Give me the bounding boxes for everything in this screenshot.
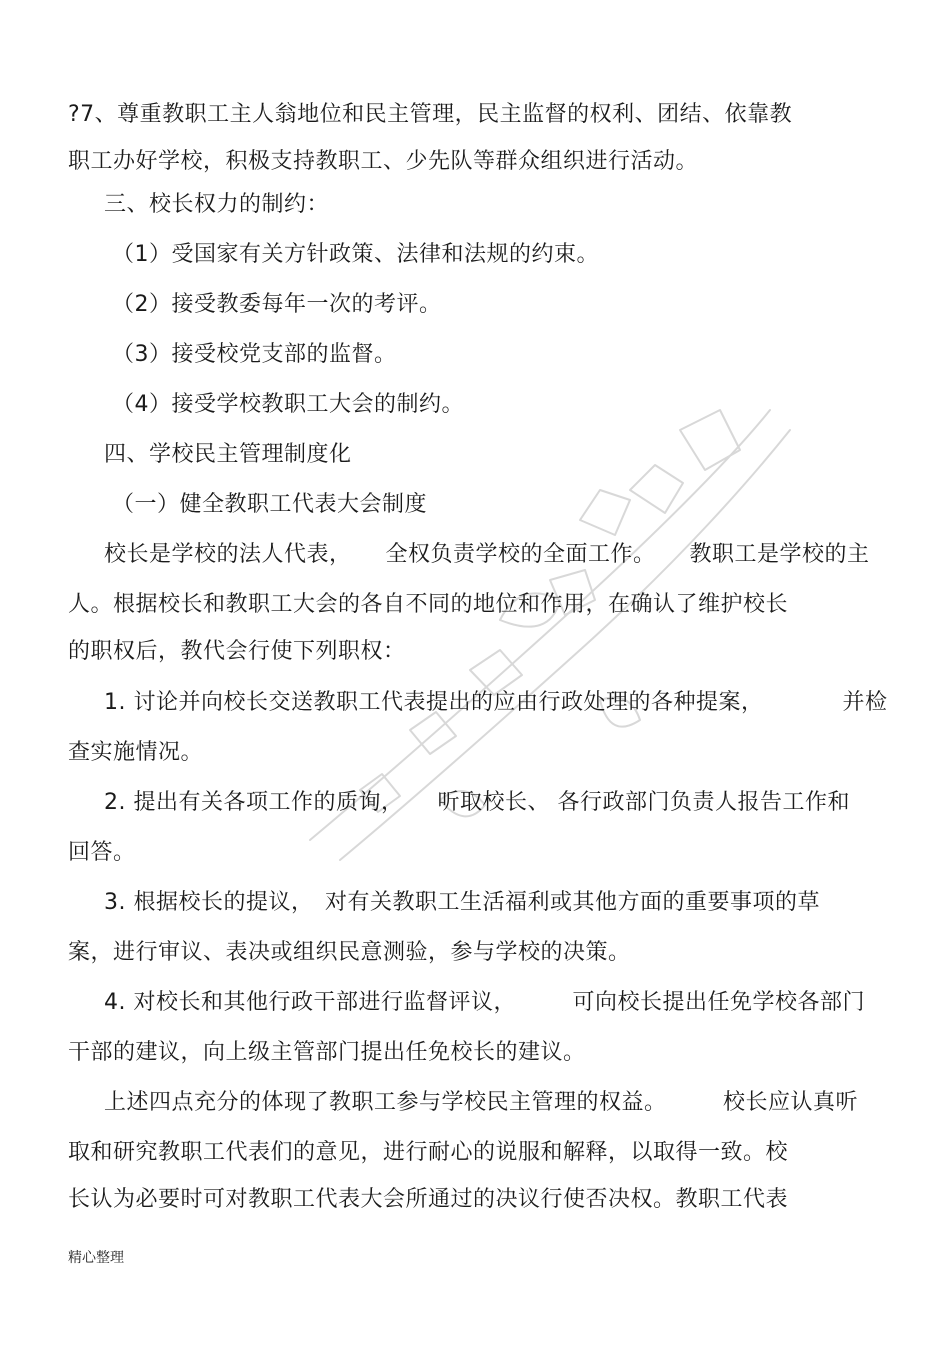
text-line: 案，进行审议、表决或组织民意测验，参与学校的决策。 [68,940,631,965]
section-heading: 三、校长权力的制约： [104,192,330,217]
list-item: 1. 讨论并向校长交送教职工代表提出的应由行政处理的各种提案， 并检 [104,690,888,715]
text-line: 回答。 [68,840,136,865]
text-line: 干部的建议，向上级主管部门提出任免校长的建议。 [68,1040,586,1065]
list-item: （2）接受教委每年一次的考评。 [112,292,442,317]
subsection-heading: （一）健全教职工代表大会制度 [112,492,428,517]
text-line: 查实施情况。 [68,740,204,765]
text-line: 校长是学校的法人代表， 全权负责学校的全面工作。 教职工是学校的主 [104,542,870,567]
text-line: 职工办好学校，积极支持教职工、少先队等群众组织进行活动。 [68,149,699,174]
text-line: 长认为必要时可对教职工代表大会所通过的决议行使否决权。教职工代表 [68,1187,789,1212]
list-item: （1）受国家有关方针政策、法律和法规的约束。 [112,242,599,267]
text-line: ?7、尊重教职工主人翁地位和民主管理，民主监督的权利、团结、依靠教 [68,102,793,127]
list-item: 2. 提出有关各项工作的质询， 听取校长、 各行政部门负责人报告工作和 [104,790,850,815]
text-line: 取和研究教职工代表们的意见，进行耐心的说服和解释，以取得一致。校 [68,1140,789,1165]
text-line: 上述四点充分的体现了教职工参与学校民主管理的权益。 校长应认真听 [104,1090,859,1115]
list-item: （4）接受学校教职工大会的制约。 [112,392,464,417]
text-line: 的职权后，教代会行使下列职权： [68,639,406,664]
list-item: 4. 对校长和其他行政干部进行监督评议， 可向校长提出任免学校各部门 [104,990,865,1015]
list-item: （3）接受校党支部的监督。 [112,342,397,367]
list-item: 3. 根据校长的提议， 对有关教职工生活福利或其他方面的重要事项的草 [104,890,820,915]
page-footer: 精心整理 [68,1250,124,1266]
section-heading: 四、学校民主管理制度化 [104,442,352,467]
text-line: 人。根据校长和教职工大会的各自不同的地位和作用，在确认了维护校长 [68,592,789,617]
